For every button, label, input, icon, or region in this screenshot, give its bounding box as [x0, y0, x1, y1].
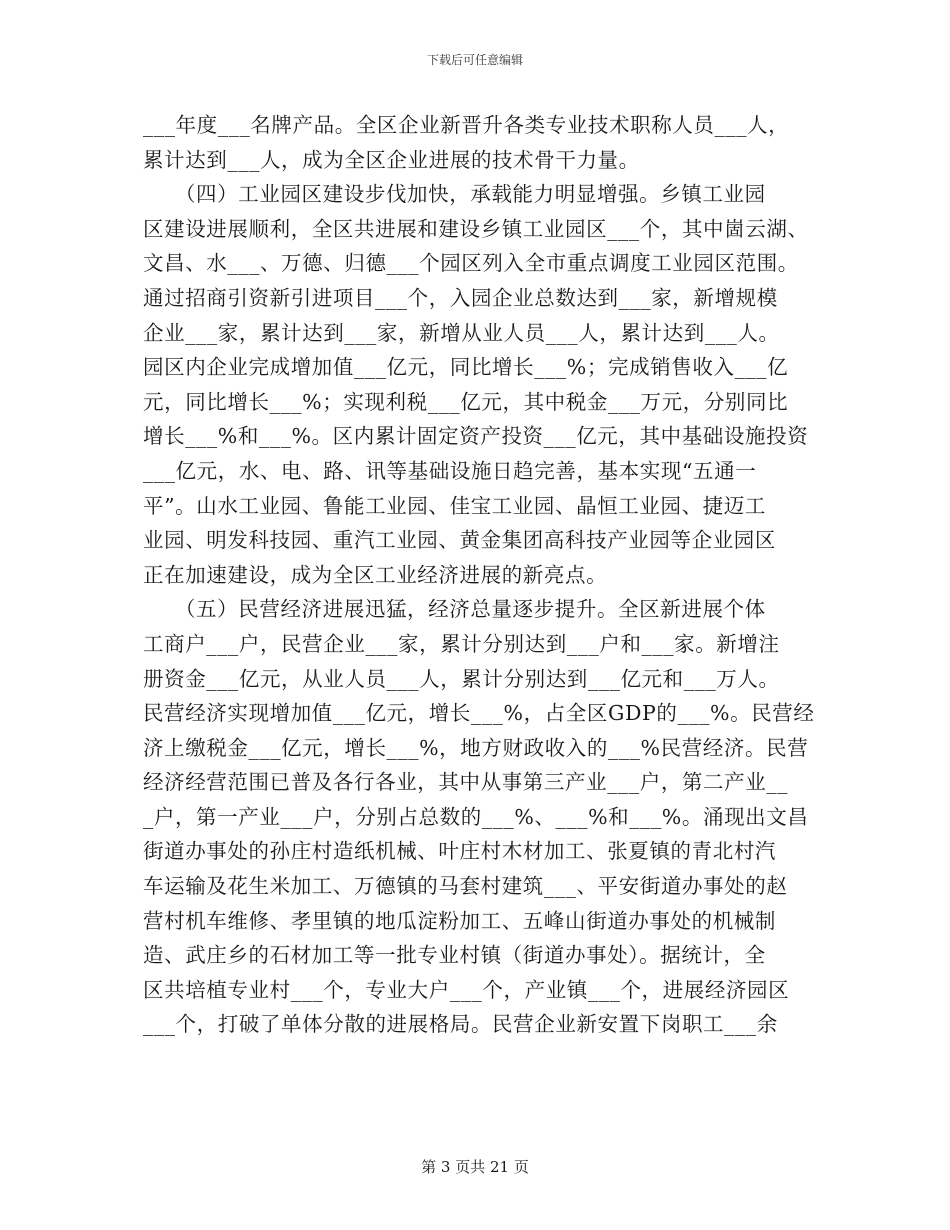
body-line: 文昌、水___、万德、归德___个园区列入全市重点调度工业园区范围。 [143, 251, 799, 276]
page-number-footer: 第 3 页共 21 页 [421, 1158, 529, 1176]
body-line: 园区内企业完成增加值___亿元，同比增长___%；完成销售收入___亿 [143, 355, 789, 380]
body-line: 区共培植专业村___个，专业大户___个，产业镇___个，进展经济园区 [143, 977, 790, 1002]
body-line: 街道办事处的孙庄村造纸机械、叶庄村木材加工、张夏镇的青北村汽 [143, 839, 776, 864]
document-body [143, 108, 815, 1042]
body-line: _户，第一产业___户，分别占总数的___%、___%和___%。涌现出文昌 [143, 804, 809, 829]
body-line: 累计达到___人，成为全区企业进展的技术骨干力量。 [143, 147, 640, 172]
body-line: 增长___%和___%。区内累计固定资产投资___亿元，其中基础设施投资 [143, 424, 809, 449]
body-line: 民营经济实现增加值___亿元，增长___%，占全区GDP的___%。民营经 [143, 701, 815, 726]
body-line: 平”。山水工业园、鲁能工业园、佳宝工业园、晶恒工业园、捷迈工 [143, 493, 766, 518]
body-line: ___个，打破了单体分散的进展格局。民营企业新安置下岗职工___余 [143, 1012, 778, 1037]
body-line: 正在加速建设，成为全区工业经济进展的新亮点。 [143, 562, 608, 587]
body-line: ___亿元，水、电、路、讯等基础设施日趋完善，基本实现“五通一 [143, 458, 757, 483]
body-line: 工商户___户，民营企业___家，累计分别达到___户和___家。新增注 [143, 631, 780, 656]
body-line: 元，同比增长___%；实现利税___亿元，其中税金___万元，分别同比 [143, 389, 789, 414]
body-line: 册资金___亿元，从业人员___人，累计分别达到___亿元和___万人。 [143, 666, 780, 691]
body-line: 造、武庄乡的石材加工等一批专业村镇（街道办事处）。据统计，全 [143, 943, 766, 968]
body-line: 营村机车维修、孝里镇的地瓜淀粉加工、五峰山街道办事处的机械制 [143, 908, 776, 933]
body-line: 济上缴税金___亿元，增长___%，地方财政收入的___%民营经济。民营 [143, 735, 809, 760]
body-line: 车运输及花生米加工、万德镇的马套村建筑___、平安街道办事处的赵 [143, 874, 788, 899]
page-header: 下载后可任意编辑 [426, 53, 523, 67]
body-line: 区建设进展顺利，全区共进展和建设乡镇工业园区___个，其中崮云湖、 [143, 216, 809, 241]
body-line: 通过招商引资新引进项目___个，入园企业总数达到___家，新增规模 [143, 285, 778, 310]
body-line: ___年度___名牌产品。全区企业新晋升各类专业技术职称人员___人， [143, 113, 790, 137]
body-line: 企业___家，累计达到___家，新增从业人员___人，累计达到___人。 [143, 320, 780, 345]
body-line: 业园、明发科技园、重汽工业园、黄金集团高科技产业园等企业园区 [143, 528, 776, 553]
paragraph-start-line: （四）工业园区建设步伐加快，承载能力明显增强。乡镇工业园 [143, 182, 766, 207]
paragraph-start-line: （五）民营经济进展迅猛，经济总量逐步提升。全区新进展个体 [143, 597, 766, 622]
body-line: 经济经营范围已普及各行各业，其中从事第三产业___户，第二产业__ [143, 770, 789, 795]
